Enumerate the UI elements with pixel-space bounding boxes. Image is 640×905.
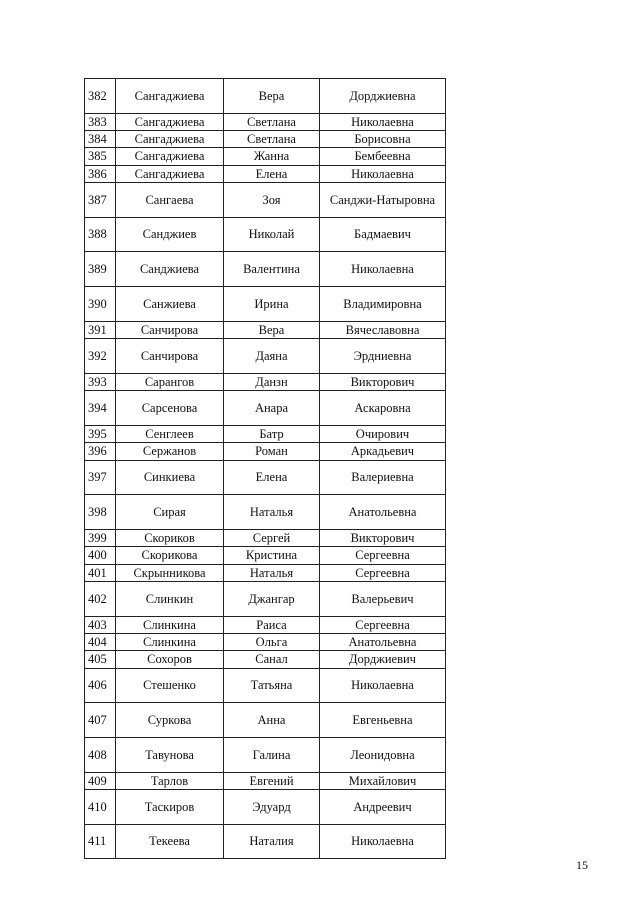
first-name-cell: Джангар xyxy=(224,581,320,616)
row-number: 406 xyxy=(85,668,116,703)
table-row xyxy=(85,495,446,530)
row-number: 388 xyxy=(85,217,116,252)
patronymic-cell: Владимировна xyxy=(320,287,446,322)
surname-cell: Санджиев xyxy=(116,217,224,252)
roster-table xyxy=(84,78,446,859)
surname-cell: Скориков xyxy=(116,529,224,546)
surname-cell: Таскиров xyxy=(116,790,224,825)
surname-cell: Сангаджиева xyxy=(116,113,224,130)
table-row xyxy=(85,287,446,322)
patronymic-cell: Анатольевна xyxy=(320,495,446,530)
patronymic-cell: Дорджиевна xyxy=(320,79,446,114)
patronymic-cell: Очирович xyxy=(320,425,446,442)
patronymic-cell: Викторович xyxy=(320,529,446,546)
row-number: 405 xyxy=(85,651,116,668)
patronymic-cell: Анатольевна xyxy=(320,634,446,651)
patronymic-cell: Борисовна xyxy=(320,131,446,148)
table-row xyxy=(85,564,446,581)
table-row xyxy=(85,529,446,546)
patronymic-cell: Сергеевна xyxy=(320,547,446,564)
first-name-cell: Анна xyxy=(224,703,320,738)
patronymic-cell: Михайлович xyxy=(320,772,446,789)
table-row xyxy=(85,738,446,773)
first-name-cell: Светлана xyxy=(224,131,320,148)
table-row xyxy=(85,79,446,114)
surname-cell: Слинкина xyxy=(116,634,224,651)
row-number: 410 xyxy=(85,790,116,825)
first-name-cell: Санал xyxy=(224,651,320,668)
first-name-cell: Наталья xyxy=(224,495,320,530)
patronymic-cell: Евгеньевна xyxy=(320,703,446,738)
first-name-cell: Анара xyxy=(224,391,320,426)
patronymic-cell: Дорджиевич xyxy=(320,651,446,668)
row-number: 395 xyxy=(85,425,116,442)
row-number: 385 xyxy=(85,148,116,165)
row-number: 408 xyxy=(85,738,116,773)
table-row xyxy=(85,113,446,130)
surname-cell: Скорикова xyxy=(116,547,224,564)
row-number: 404 xyxy=(85,634,116,651)
patronymic-cell: Леонидовна xyxy=(320,738,446,773)
patronymic-cell: Аскаровна xyxy=(320,391,446,426)
surname-cell: Сержанов xyxy=(116,443,224,460)
first-name-cell: Наталия xyxy=(224,824,320,859)
surname-cell: Стешенко xyxy=(116,668,224,703)
first-name-cell: Татьяна xyxy=(224,668,320,703)
row-number: 396 xyxy=(85,443,116,460)
first-name-cell: Галина xyxy=(224,738,320,773)
table-row xyxy=(85,581,446,616)
patronymic-cell: Санджи-Натыровна xyxy=(320,183,446,218)
table-row xyxy=(85,217,446,252)
table-row xyxy=(85,321,446,338)
surname-cell: Сирая xyxy=(116,495,224,530)
first-name-cell: Батр xyxy=(224,425,320,442)
roster-table-body xyxy=(85,79,446,859)
patronymic-cell: Бадмаевич xyxy=(320,217,446,252)
row-number: 401 xyxy=(85,564,116,581)
row-number: 409 xyxy=(85,772,116,789)
row-number: 393 xyxy=(85,373,116,390)
row-number: 403 xyxy=(85,616,116,633)
first-name-cell: Евгений xyxy=(224,772,320,789)
surname-cell: Синкиева xyxy=(116,460,224,495)
first-name-cell: Елена xyxy=(224,460,320,495)
table-row xyxy=(85,634,446,651)
first-name-cell: Елена xyxy=(224,165,320,182)
row-number: 386 xyxy=(85,165,116,182)
first-name-cell: Жанна xyxy=(224,148,320,165)
table-row xyxy=(85,703,446,738)
patronymic-cell: Эрдниевна xyxy=(320,339,446,374)
row-number: 394 xyxy=(85,391,116,426)
patronymic-cell: Николаевна xyxy=(320,165,446,182)
first-name-cell: Вера xyxy=(224,79,320,114)
table-row xyxy=(85,183,446,218)
surname-cell: Тавунова xyxy=(116,738,224,773)
patronymic-cell: Сергеевна xyxy=(320,564,446,581)
surname-cell: Слинкин xyxy=(116,581,224,616)
surname-cell: Тарлов xyxy=(116,772,224,789)
first-name-cell: Николай xyxy=(224,217,320,252)
patronymic-cell: Николаевна xyxy=(320,668,446,703)
row-number: 400 xyxy=(85,547,116,564)
patronymic-cell: Валерьевич xyxy=(320,581,446,616)
row-number: 402 xyxy=(85,581,116,616)
patronymic-cell: Вячеславовна xyxy=(320,321,446,338)
surname-cell: Слинкина xyxy=(116,616,224,633)
table-row xyxy=(85,373,446,390)
surname-cell: Санджиева xyxy=(116,252,224,287)
surname-cell: Суркова xyxy=(116,703,224,738)
first-name-cell: Светлана xyxy=(224,113,320,130)
row-number: 398 xyxy=(85,495,116,530)
row-number: 391 xyxy=(85,321,116,338)
table-row xyxy=(85,391,446,426)
patronymic-cell: Аркадьевич xyxy=(320,443,446,460)
table-row xyxy=(85,165,446,182)
first-name-cell: Роман xyxy=(224,443,320,460)
patronymic-cell: Валериевна xyxy=(320,460,446,495)
surname-cell: Сарангов xyxy=(116,373,224,390)
table-row xyxy=(85,547,446,564)
patronymic-cell: Викторович xyxy=(320,373,446,390)
row-number: 399 xyxy=(85,529,116,546)
patronymic-cell: Сергеевна xyxy=(320,616,446,633)
surname-cell: Сангаджиева xyxy=(116,79,224,114)
table-row xyxy=(85,824,446,859)
surname-cell: Сарсенова xyxy=(116,391,224,426)
surname-cell: Сангаева xyxy=(116,183,224,218)
table-row xyxy=(85,616,446,633)
table-row xyxy=(85,131,446,148)
surname-cell: Текеева xyxy=(116,824,224,859)
row-number: 390 xyxy=(85,287,116,322)
surname-cell: Сангаджиева xyxy=(116,131,224,148)
first-name-cell: Валентина xyxy=(224,252,320,287)
surname-cell: Сохоров xyxy=(116,651,224,668)
table-row xyxy=(85,252,446,287)
table-row xyxy=(85,651,446,668)
surname-cell: Санчирова xyxy=(116,339,224,374)
table-row xyxy=(85,790,446,825)
row-number: 407 xyxy=(85,703,116,738)
row-number: 383 xyxy=(85,113,116,130)
first-name-cell: Наталья xyxy=(224,564,320,581)
row-number: 387 xyxy=(85,183,116,218)
patronymic-cell: Николаевна xyxy=(320,252,446,287)
row-number: 397 xyxy=(85,460,116,495)
first-name-cell: Эдуард xyxy=(224,790,320,825)
surname-cell: Сангаджиева xyxy=(116,165,224,182)
first-name-cell: Зоя xyxy=(224,183,320,218)
row-number: 389 xyxy=(85,252,116,287)
row-number: 411 xyxy=(85,824,116,859)
patronymic-cell: Николаевна xyxy=(320,113,446,130)
first-name-cell: Даяна xyxy=(224,339,320,374)
table-row xyxy=(85,339,446,374)
first-name-cell: Данзн xyxy=(224,373,320,390)
row-number: 382 xyxy=(85,79,116,114)
surname-cell: Скрынникова xyxy=(116,564,224,581)
table-row xyxy=(85,148,446,165)
table-row xyxy=(85,425,446,442)
patronymic-cell: Николаевна xyxy=(320,824,446,859)
table-row xyxy=(85,668,446,703)
row-number: 392 xyxy=(85,339,116,374)
row-number: 384 xyxy=(85,131,116,148)
first-name-cell: Сергей xyxy=(224,529,320,546)
patronymic-cell: Андреевич xyxy=(320,790,446,825)
first-name-cell: Раиса xyxy=(224,616,320,633)
patronymic-cell: Бембеевна xyxy=(320,148,446,165)
table-row xyxy=(85,460,446,495)
table-row xyxy=(85,443,446,460)
page-number: 15 xyxy=(576,858,588,872)
first-name-cell: Ольга xyxy=(224,634,320,651)
surname-cell: Санчирова xyxy=(116,321,224,338)
table-row xyxy=(85,772,446,789)
first-name-cell: Ирина xyxy=(224,287,320,322)
surname-cell: Сангаджиева xyxy=(116,148,224,165)
surname-cell: Санжиева xyxy=(116,287,224,322)
surname-cell: Сенглеев xyxy=(116,425,224,442)
first-name-cell: Вера xyxy=(224,321,320,338)
first-name-cell: Кристина xyxy=(224,547,320,564)
